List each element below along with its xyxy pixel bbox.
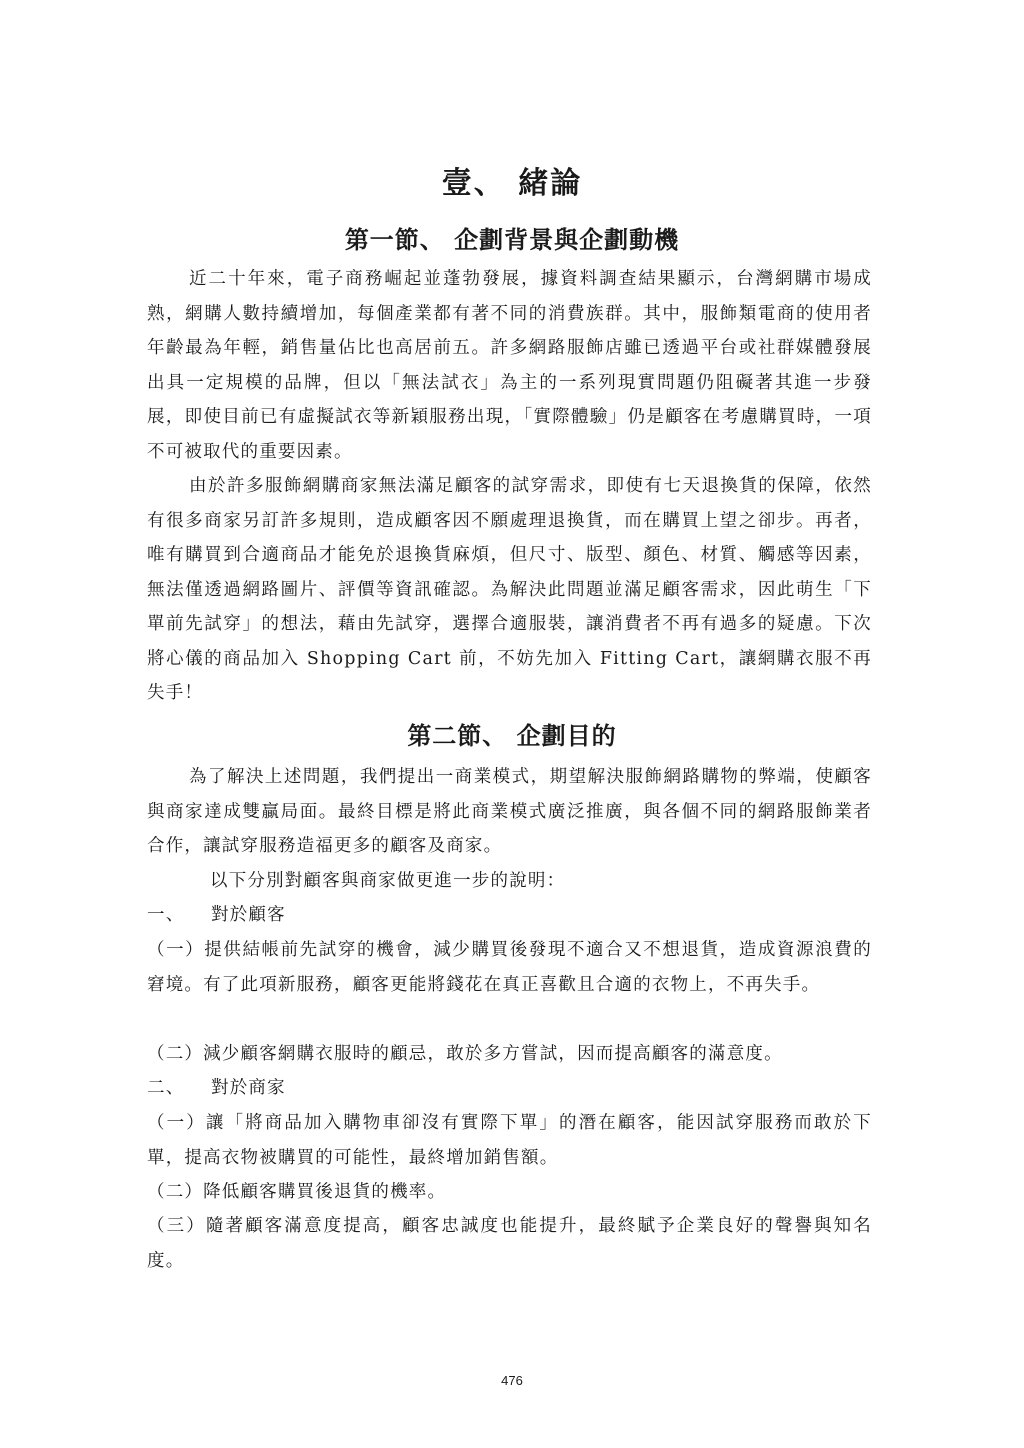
customer-item-1: （一）提供結帳前先試穿的機會，減少購買後發現不適合又不想退貨，造成資源浪費的窘境。有了此項新服務，顧客更能將錢花在真正喜歡且合適的衣物上，不再失手。 [147,940,872,995]
merchant-item-2: （二）降低顧客購買後退貨的機率。 [147,1182,447,1202]
section-1-paragraph-2: 由於許多服飾網購商家無法滿足顧客的試穿需求，即使有七天退換貨的保障，依然有很多商家另訂許多規則，造成顧客因不願處理退換貨，而在購買上望之卻步。再者，唯有購買到合適商品才能免於退換貨麻煩，但尺寸、版型、顏色、材質、觸感等因素，無法僅透過網路圖片、評價等資訊確認。為解決此問題並滿足顧客需求，因此萌生「下單前先試穿」的想法，藉由先試穿，選擇合適服裝，讓消費者不再有過多的疑慮。下次將心儀的商品加入 Shopping Cart 前，不妨先加入 Fitting Cart，讓網購衣服不再失手！ [147,476,872,703]
section-1-paragraph-1: 近二十年來，電子商務崛起並蓬勃發展，據資料調查結果顯示，台灣網購市場成熟，網購人數持續增加，每個產業都有著不同的消費族群。其中，服飾類電商的使用者年齡最為年輕，銷售量佔比也高居前五。許多網路服飾店雖已透過平台或社群媒體發展出具一定規模的品牌，但以「無法試衣」為主的一系列現實問題仍阻礙著其進一步發展，即使目前已有虛擬試衣等新穎服務出現，「實際體驗」仍是顧客在考慮購買時，一項不可被取代的重要因素。 [147,269,872,462]
chapter-title: 壹、 緒論 [441,166,583,201]
group-number: 二、 [147,1078,185,1098]
section-2-lead: 以下分別對顧客與商家做更進一步的說明： [210,871,566,891]
merchant-item-1: （一）讓「將商品加入購物車卻沒有實際下單」的潛在顧客，能因試穿服務而敢於下單，提高衣物被購買的可能性，最終增加銷售額。 [147,1113,872,1168]
section-2-title: 第二節、 企劃目的 [407,721,617,750]
page-number: 476 [501,1373,523,1388]
group-merchants-heading [147,1071,286,1106]
group-label: 對於顧客 [211,905,286,925]
customer-item-2: （二）減少顧客網購衣服時的顧忌，敢於多方嘗試，因而提高顧客的滿意度。 [147,1044,783,1064]
section-1-title: 第一節、 企劃背景與企劃動機 [344,225,680,254]
group-number: 一、 [147,905,185,925]
section-2-intro: 為了解決上述問題，我們提出一商業模式，期望解決服飾網路購物的弊端，使顧客與商家達成雙贏局面。最終目標是將此商業模式廣泛推廣，與各個不同的網路服飾業者合作，讓試穿服務造福更多的顧客及商家。 [147,767,872,856]
group-label: 對於商家 [211,1078,286,1098]
merchant-item-3: （三）隨著顧客滿意度提高，顧客忠誠度也能提升，最終賦予企業良好的聲譽與知名度。 [147,1216,872,1271]
group-customers-heading [147,898,286,933]
